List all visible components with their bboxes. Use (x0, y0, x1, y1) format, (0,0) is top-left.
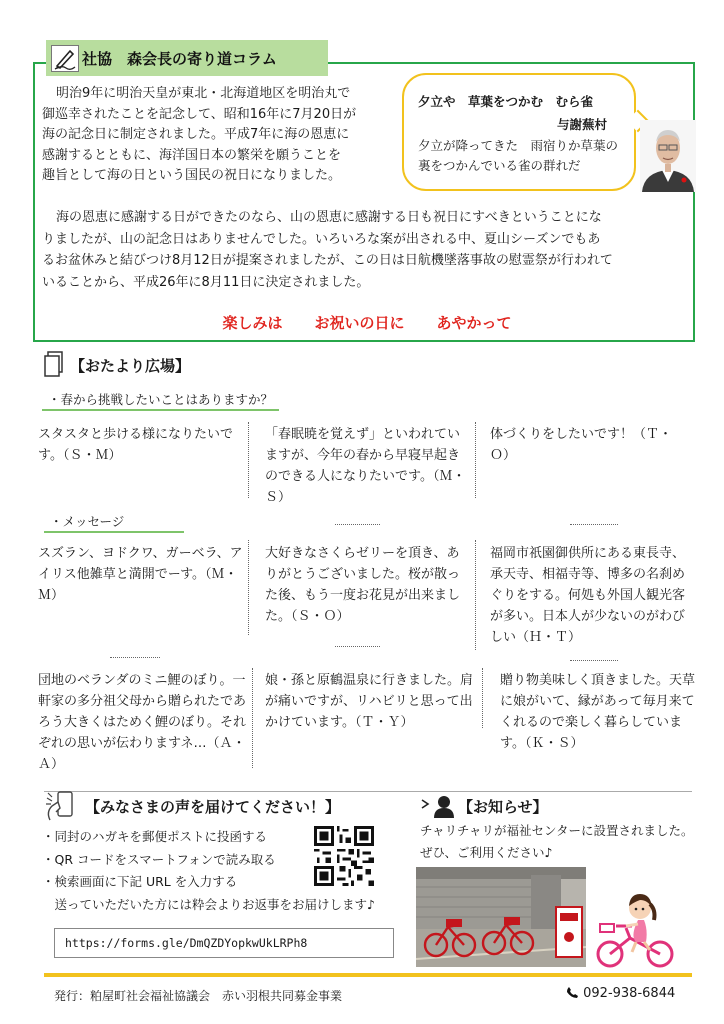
column-line: いることから、平成26年に8月11日に決定されました。 (42, 274, 370, 290)
message-item: 大好きなさくらゼリーを頂き、ありがとうございました。桜が散った後、もう一度お花見が出来ました。（Ｓ・Ｏ） (265, 546, 461, 624)
dotted-separator (110, 657, 160, 658)
voice-step: 送っていただいた方には粋会よりお返事をお届けします♪ (42, 896, 375, 912)
haiku-verse: 夕立や 草葉をつかむ むら雀 (418, 94, 594, 109)
slogan-part: あやかって (436, 314, 512, 332)
voice-step: ・同封のハガキを郵便ポストに投函する (42, 829, 268, 844)
message-heading: ・メッセージ (44, 512, 184, 533)
column-line: 感謝するとともに、海洋国日本の繁栄を願うことを (42, 147, 342, 163)
footer-bar (44, 973, 692, 977)
voice-step: ・検索画面に下記 URL を入力する (42, 874, 238, 889)
message-item: スズラン、ヨドクワ、ガーベラ、アイリス他雑草と満開でーす。（Ｍ・Ｍ） (38, 546, 243, 603)
column-paragraph-1 (42, 84, 394, 187)
phone-number[interactable]: 092-938-6844 (583, 986, 676, 1001)
letters-title: 【おたより広場】 (70, 357, 191, 375)
answer-item: 「春眠暁を覚えず」といわれていますが、今年の春から早寝早起きのできる人になりたいです。（Ｍ・Ｓ） (265, 427, 466, 505)
news-text: チャリチャリが福祉センターに設置されました。ぜひ、ご利用ください♪ (420, 823, 694, 860)
slogan-part: 楽しみは (222, 314, 283, 332)
voice-title: 【みなさまの声を届けてください！】 (85, 798, 341, 816)
answer-item: スタスタと歩ける様になりたいです。（Ｓ・Ｍ） (38, 427, 234, 463)
column-divider (475, 540, 476, 650)
column-line: 明治9年に明治天皇が東北・北海道地区を明治丸で (56, 86, 351, 101)
message-item: 贈り物美味しく頂きました。天草に娘がいて、縁があって毎月来てくれるので楽しく暮らしています。（Ｋ・Ｓ） (500, 673, 696, 751)
voice-step: ・QR コードをスマートフォンで読み取る (42, 851, 276, 867)
dotted-separator (570, 660, 618, 661)
dotted-separator (335, 646, 380, 647)
publisher-info: 発行：粕屋町社会福祉協議会 赤い羽根共同募金事業 (54, 989, 343, 1003)
column-divider (475, 422, 476, 498)
chairman-portrait (640, 120, 696, 192)
announcer-icon (420, 794, 456, 822)
column-divider (252, 668, 253, 768)
section-divider (44, 791, 692, 792)
phone-icon (566, 986, 579, 999)
message-item: 娘・孫と原鶴温泉に行きました。肩が痛いですが、リハビリと思って出かけています。（Ｔ・Ｙ） (265, 673, 474, 730)
pen-icon (51, 45, 79, 72)
column-line: るお盆休みと結びつけ8月12日が提案されましたが、この日は日航機墜落事故の慰霊祭が行われて (42, 253, 613, 268)
qr-code[interactable] (314, 826, 374, 886)
smartphone-hand-icon (44, 790, 78, 826)
column-line: 海の恩恵に感謝する日ができたのなら、山の恩恵に感謝する日も祝日にすべきということにな (56, 210, 602, 225)
column-line: 趣旨として海の日という国民の祝日になりました。 (42, 168, 342, 183)
survey-url-field[interactable]: https://forms.gle/DmQZDYopkwUkLRPh8 (54, 928, 394, 958)
answer-item: 体づくりをしたいです！（Ｔ・Ｏ） (490, 427, 673, 463)
message-item: 福岡市祇園御供所にある東長寺、承天寺、相福寺等、博多の名刹めぐりをする。何処も外国人観光客が多い。日本人が少ないのがわびしい（Ｈ・Ｔ） (490, 546, 686, 645)
dotted-separator (570, 524, 618, 525)
column-divider (248, 540, 249, 635)
column-title: 社協 森会長の寄り道コラム (82, 50, 277, 68)
haiku-gloss: 夕立が降ってきた 雨宿りか草葉の裏をつかんでいる雀の群れだ (418, 138, 619, 173)
column-divider (482, 668, 483, 728)
slogan-part: お祝いの日に (314, 314, 405, 332)
question-heading: ・春から挑戦したいことはありますか？ (42, 390, 279, 411)
column-slogan (42, 312, 692, 333)
column-line: 海の記念日に制定されました。平成7年に海の恩恵に (42, 127, 350, 142)
column-divider (248, 422, 249, 498)
phone-info (566, 986, 675, 1001)
bicycle-station-photo (416, 867, 586, 967)
girl-on-bicycle-illustration (596, 880, 676, 976)
news-title: 【お知らせ】 (458, 798, 548, 816)
haiku-author: 与謝蕪村 (557, 117, 608, 132)
message-item: 団地のベランダのミニ鯉のぼり。一軒家の多分祖父母から贈られたであろう大きくはためく鯉のぼり。それぞれの思いが伝わりますネ…（Ａ・Ａ） (38, 673, 247, 772)
column-paragraph-2 (42, 207, 692, 293)
dotted-separator (335, 524, 380, 525)
column-line: 御巡幸されたことを記念して、昭和16年に7月20日が (42, 106, 357, 122)
document-icon (44, 351, 64, 381)
column-line: りましたが、山の記念日はありませんでした。いろいろな案が出される中、夏山シーズンでもあ (42, 231, 601, 247)
